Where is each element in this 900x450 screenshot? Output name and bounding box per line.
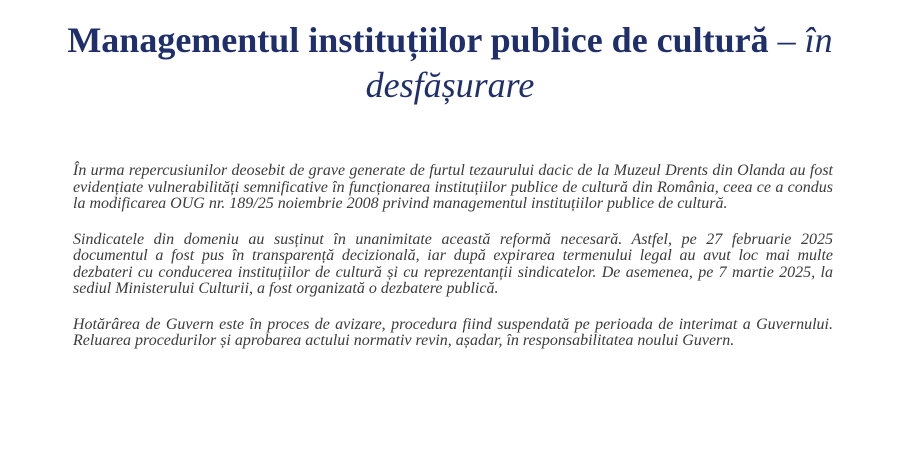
page-title — [60, 18, 840, 108]
document-body — [73, 163, 833, 369]
paragraph-2: Sindicatele din domeniu au susținut în unanimitate această reformă necesară. Astfel, pe 27 februarie 2025 documentul a fost pus în transparență decizională, iar după expirarea termenului legal au avut loc mai multe dezbateri cu conducerea instituțiilor de cultură și cu reprezentanții sindicatelor. De asemenea, pe 7 martie 2025, la sediul Ministerului Culturii, a fost organizată o dezbatere publică. — [73, 230, 833, 297]
page-title-bold: Managementul instituțiilor publice de cultură — [67, 20, 769, 60]
paragraph-1: În urma repercusiunilor deosebit de grave generate de furtul tezaurului dacic de la Muzeul Drents din Olanda au fost evidențiate vulnerabilități semnificative în funcționarea instituțiilor publice de cultură din România, ceea ce a condus la modificarea OUG nr. 189/25 noiembrie 2008 privind managementul instituțiilor publice de cultură. — [73, 162, 833, 212]
paragraph-3: Hotărârea de Guvern este în proces de avizare, procedura fiind suspendată pe perioada de interimat a Guvernului. Reluarea procedurilor și aprobarea actului normativ revin, așadar, în responsabilitatea noului Guvern. — [73, 315, 833, 349]
page-title-italic: – în desfășurare — [365, 20, 833, 105]
